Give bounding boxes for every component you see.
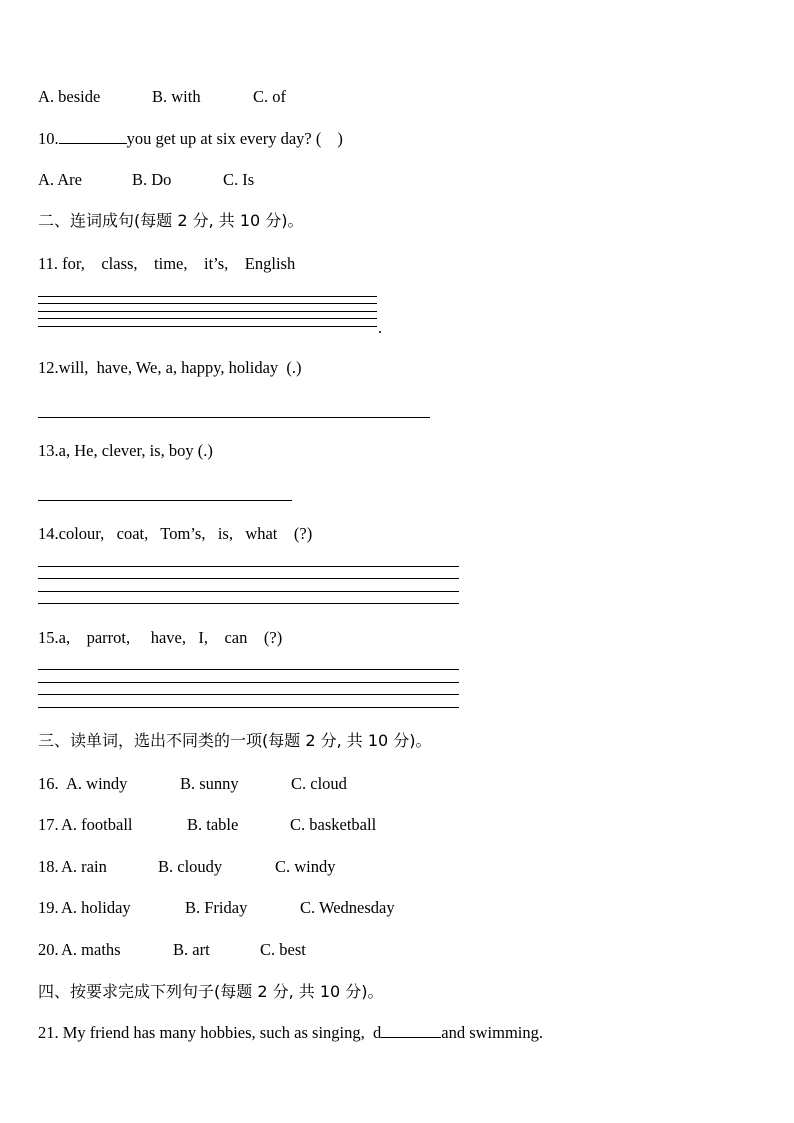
q11-end-period: . xyxy=(378,318,383,337)
q9-option-b: B. with xyxy=(152,87,201,106)
q9-option-a: A. beside xyxy=(38,87,101,106)
q18-number: 18. xyxy=(38,857,59,876)
q11-prompt: 11. for, class, time, it’s, English xyxy=(38,254,296,273)
q14-answer-line-3[interactable] xyxy=(38,591,459,592)
q15-prompt: 15.a, parrot, have, I, can (?) xyxy=(38,628,283,647)
q11-answer-line-5[interactable] xyxy=(38,326,377,327)
q11-answer-line-2[interactable] xyxy=(38,303,377,304)
q18-option-a: A. rain xyxy=(61,857,107,876)
q15-answer-line-2[interactable] xyxy=(38,682,459,683)
q20-option-b: B. art xyxy=(173,940,210,959)
section4-title: 四、按要求完成下列句子(每题 2 分, 共 10 分)。 xyxy=(38,982,384,1001)
q11-answer-line-4[interactable] xyxy=(38,318,377,319)
q10-number: 10. xyxy=(38,129,59,148)
q10-option-c: C. Is xyxy=(223,170,255,189)
q10-text: you get up at six every day? ( xyxy=(126,129,322,148)
q20-option-a: A. maths xyxy=(61,940,121,959)
q14-answer-line-1[interactable] xyxy=(38,566,459,567)
q18-option-c: C. windy xyxy=(275,857,336,876)
q9-option-c: C. of xyxy=(253,87,286,106)
q15-answer-line-3[interactable] xyxy=(38,694,459,695)
q17-option-a: A. football xyxy=(61,815,133,834)
q14-prompt: 14.colour, coat, Tom’s, is, what (?) xyxy=(38,524,313,543)
section2-title: 二、连词成句(每题 2 分, 共 10 分)。 xyxy=(38,211,304,230)
section3-title: 三、读单词，选出不同类的一项(每题 2 分, 共 10 分)。 xyxy=(38,731,432,750)
q10-close: ) xyxy=(337,129,343,148)
q20-number: 20. xyxy=(38,940,59,959)
q12-answer-line[interactable] xyxy=(38,417,430,418)
q11-answer-line-3[interactable] xyxy=(38,311,377,312)
q18-option-b: B. cloudy xyxy=(158,857,223,876)
q17-option-b: B. table xyxy=(187,815,239,834)
q13-prompt: 13.a, He, clever, is, boy (.) xyxy=(38,441,213,460)
q10-prompt xyxy=(38,129,343,149)
q10-option-b: B. Do xyxy=(132,170,172,189)
q19-number: 19. xyxy=(38,898,59,917)
q21-prompt xyxy=(38,1023,543,1043)
q20-option-c: C. best xyxy=(260,940,306,959)
q14-answer-line-2[interactable] xyxy=(38,578,459,579)
q14-answer-line-4[interactable] xyxy=(38,603,459,604)
q16-option-a: A. windy xyxy=(66,774,128,793)
q11-answer-line-1[interactable] xyxy=(38,296,377,297)
q19-option-c: C. Wednesday xyxy=(300,898,395,917)
q10-option-a: A. Are xyxy=(38,170,82,189)
q15-answer-line-4[interactable] xyxy=(38,707,459,708)
q13-answer-line[interactable] xyxy=(38,500,292,501)
q12-prompt: 12.will, have, We, a, happy, holiday (.) xyxy=(38,358,302,377)
q15-answer-line-1[interactable] xyxy=(38,669,459,670)
q21-text-after: and swimming. xyxy=(441,1023,544,1042)
q19-option-b: B. Friday xyxy=(185,898,248,917)
q16-option-b: B. sunny xyxy=(180,774,239,793)
q16-option-c: C. cloud xyxy=(291,774,347,793)
q19-option-a: A. holiday xyxy=(61,898,131,917)
q16-number: 16. xyxy=(38,774,59,793)
q21-text-before: 21. My friend has many hobbies, such as singing, d xyxy=(38,1023,382,1042)
q17-option-c: C. basketball xyxy=(290,815,377,834)
q10-blank[interactable] xyxy=(59,129,127,144)
q21-blank[interactable] xyxy=(381,1023,441,1038)
q17-number: 17. xyxy=(38,815,59,834)
